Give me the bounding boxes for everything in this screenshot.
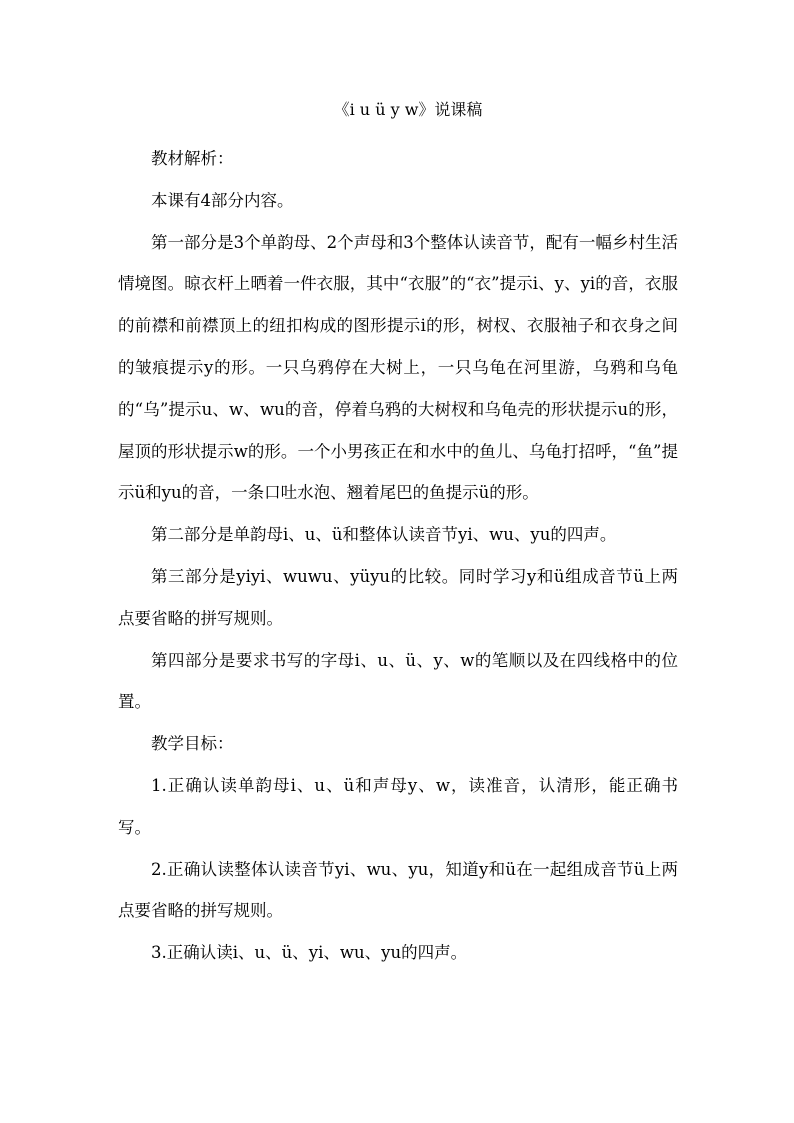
paragraph-part-three: 第三部分是yiyi、wuwu、yüyu的比较。同时学习y和ü组成音节ü上两点要省略的拼写规则。 <box>118 566 678 628</box>
paragraph-part-one: 第一部分是3个单韵母、2个声母和3个整体认读音节，配有一幅乡村生活情境图。晾衣杆上晒着一件衣服，其中“衣服”的“衣”提示i、y、yi的音，衣服的前襟和前襟顶上的纽扣构成的图形提示i的形，树杈、衣服袖子和衣身之间的皱痕提示y的形。一只乌鸦停在大树上，一只乌龟在河里游，乌鸦和乌龟的“乌”提示u、w、wu的音，停着乌鸦的大树杈和乌龟壳的形状提示u的形，屋顶的形状提示w的形。一个小男孩正在和水中的鱼儿、乌龟打招呼，“鱼”提示ü和yu的音，一条口吐水泡、翘着尾巴的鱼提示ü的形。 <box>118 232 678 503</box>
section-heading-goals: 教学目标： <box>151 734 234 754</box>
paragraph-overview: 本课有4部分内容。 <box>151 190 294 210</box>
paragraph-part-four: 第四部分是要求书写的字母i、u、ü、y、w的笔顺以及在四线格中的位置。 <box>118 650 678 712</box>
goal-item-1: 1.正确认读单韵母i、u、ü和声母y、w，读准音，认清形，能正确书写。 <box>118 775 678 837</box>
goal-item-2: 2.正确认读整体认读音节yi、wu、yu，知道y和ü在一起组成音节ü上两点要省略的拼写规则。 <box>118 859 678 921</box>
section-heading-analysis: 教材解析： <box>151 149 234 168</box>
goal-item-3: 3.正确认读i、u、ü、yi、wu、yu的四声。 <box>151 943 468 963</box>
paragraph-part-two: 第二部分是单韵母i、u、ü和整体认读音节yi、wu、yu的四声。 <box>151 525 617 545</box>
document-title: 《i u ü y w》说课稿 <box>333 100 483 119</box>
document-page <box>118 100 678 974</box>
